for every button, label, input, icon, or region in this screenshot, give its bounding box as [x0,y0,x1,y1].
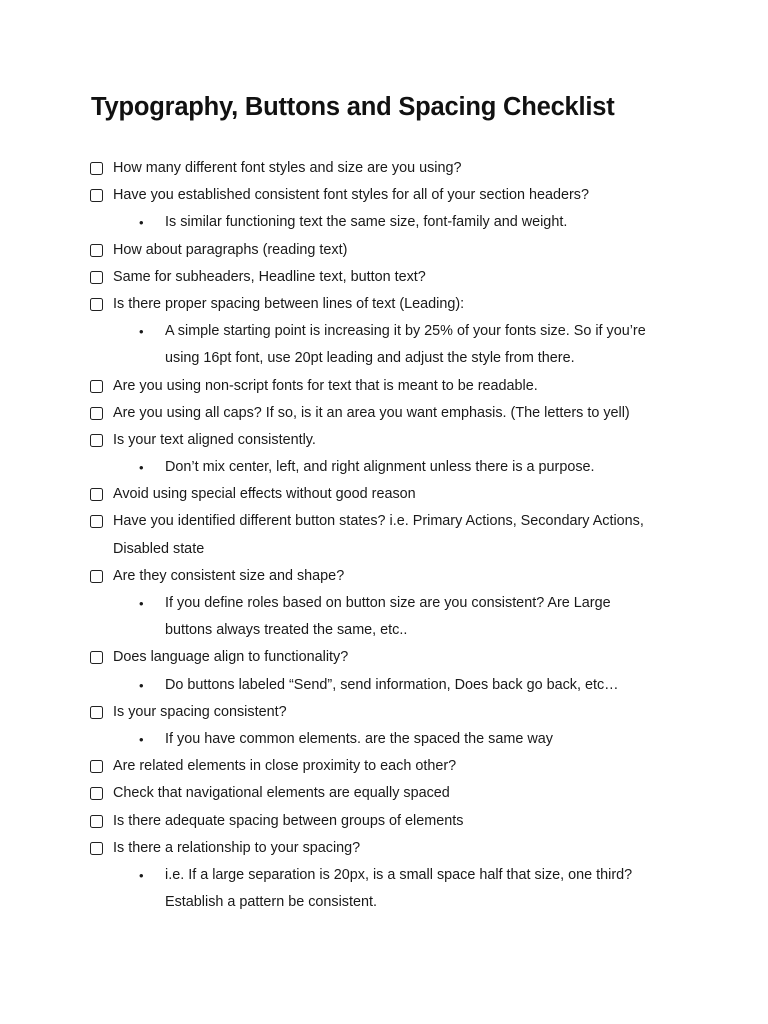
checklist-item [0,835,768,862]
item-text: Don’t mix center, left, and right alignment unless there is a purpose. [165,459,595,476]
sub-bullet-item [0,209,768,236]
item-text: Avoid using special effects without good reason [113,486,416,503]
checkbox[interactable] [90,162,103,175]
checkbox[interactable] [90,298,103,311]
continuation-line [0,617,768,644]
item-text: Is there a relationship to your spacing? [113,839,361,856]
item-text: How many different font styles and size are you using? [113,160,462,176]
checklist-item [0,373,768,400]
continuation-line [0,889,768,916]
item-text: Do buttons labeled “Send”, send information, Does back go back, etc… [165,676,619,693]
item-text: Is there adequate spacing between groups of elements [113,812,464,829]
item-text: Are you using non-script fonts for text that is meant to be readable. [113,377,538,394]
item-text: Disabled state [113,540,205,557]
checkbox[interactable] [90,842,103,855]
item-text: Check that navigational elements are equally spaced [113,785,450,802]
checklist-item [0,400,768,427]
page-title: Typography, Buttons and Spacing Checklist [91,93,615,121]
continuation-line [0,536,768,563]
item-text: How about paragraphs (reading text) [113,241,348,258]
checklist-item [0,563,768,590]
continuation-line [0,345,768,372]
bullet-icon: • [139,596,144,611]
item-text: Are related elements in close proximity to each other? [113,758,457,775]
item-text: using 16pt font, use 20pt leading and adjust the style from there. [165,350,575,367]
checklist [0,155,768,916]
sub-bullet-item [0,318,768,345]
item-text: Is your text aligned consistently. [113,431,316,448]
sub-bullet-item [0,590,768,617]
item-text: buttons always treated the same, etc.. [165,622,408,639]
checkbox[interactable] [90,488,103,501]
item-text: Is your spacing consistent? [113,703,287,720]
checkbox[interactable] [90,244,103,257]
checklist-item [0,155,768,182]
item-text: Establish a pattern be consistent. [165,894,377,911]
checkbox[interactable] [90,815,103,828]
checkbox[interactable] [90,570,103,583]
checkbox[interactable] [90,651,103,664]
checkbox[interactable] [90,189,103,202]
item-text: Does language align to functionality? [113,649,349,666]
checklist-item [0,753,768,780]
checklist-item [0,237,768,264]
checklist-item [0,264,768,291]
bullet-icon: • [139,460,144,476]
item-text: Have you established consistent font styles for all of your section headers? [113,187,589,204]
checklist-item [0,291,768,318]
checkbox[interactable] [90,760,103,773]
checkbox[interactable] [90,271,103,284]
checklist-item [0,808,768,835]
sub-bullet-item [0,454,768,481]
sub-bullet-item [0,726,768,753]
item-text: Are you using all caps? If so, is it an area you want emphasis. (The letters to yell) [113,404,630,421]
bullet-icon: • [139,215,144,231]
item-text: Have you identified different button states? i.e. Primary Actions, Secondary Actions, [113,513,644,530]
checklist-item [0,182,768,209]
checklist-item [0,508,768,535]
bullet-icon: • [139,867,144,883]
item-text: Are they consistent size and shape? [113,567,345,584]
checklist-item [0,427,768,454]
checklist-item [0,644,768,671]
item-text: Is there proper spacing between lines of text (Leading): [113,295,465,312]
checkbox[interactable] [90,407,103,420]
checkbox[interactable] [90,434,103,447]
item-text: Is similar functioning text the same size, font-family and weight. [165,214,568,231]
checkbox[interactable] [90,706,103,719]
sub-bullet-item [0,672,768,699]
checklist-item [0,780,768,807]
item-text: A simple starting point is increasing it by 25% of your fonts size. So if you’re [165,323,646,340]
checklist-item [0,481,768,508]
checkbox[interactable] [90,380,103,393]
item-text: Same for subheaders, Headline text, button text? [113,268,426,285]
checklist-item [0,699,768,726]
item-text: If you define roles based on button size are you consistent? Are Large [165,595,611,611]
checkbox[interactable] [90,515,103,528]
item-text: If you have common elements. are the spaced the same way [165,730,553,747]
bullet-icon: • [139,677,144,693]
checkbox[interactable] [90,787,103,800]
sub-bullet-item [0,862,768,889]
bullet-icon: • [139,324,144,340]
item-text: i.e. If a large separation is 20px, is a small space half that size, one third? [165,866,633,883]
bullet-icon: • [139,731,144,747]
